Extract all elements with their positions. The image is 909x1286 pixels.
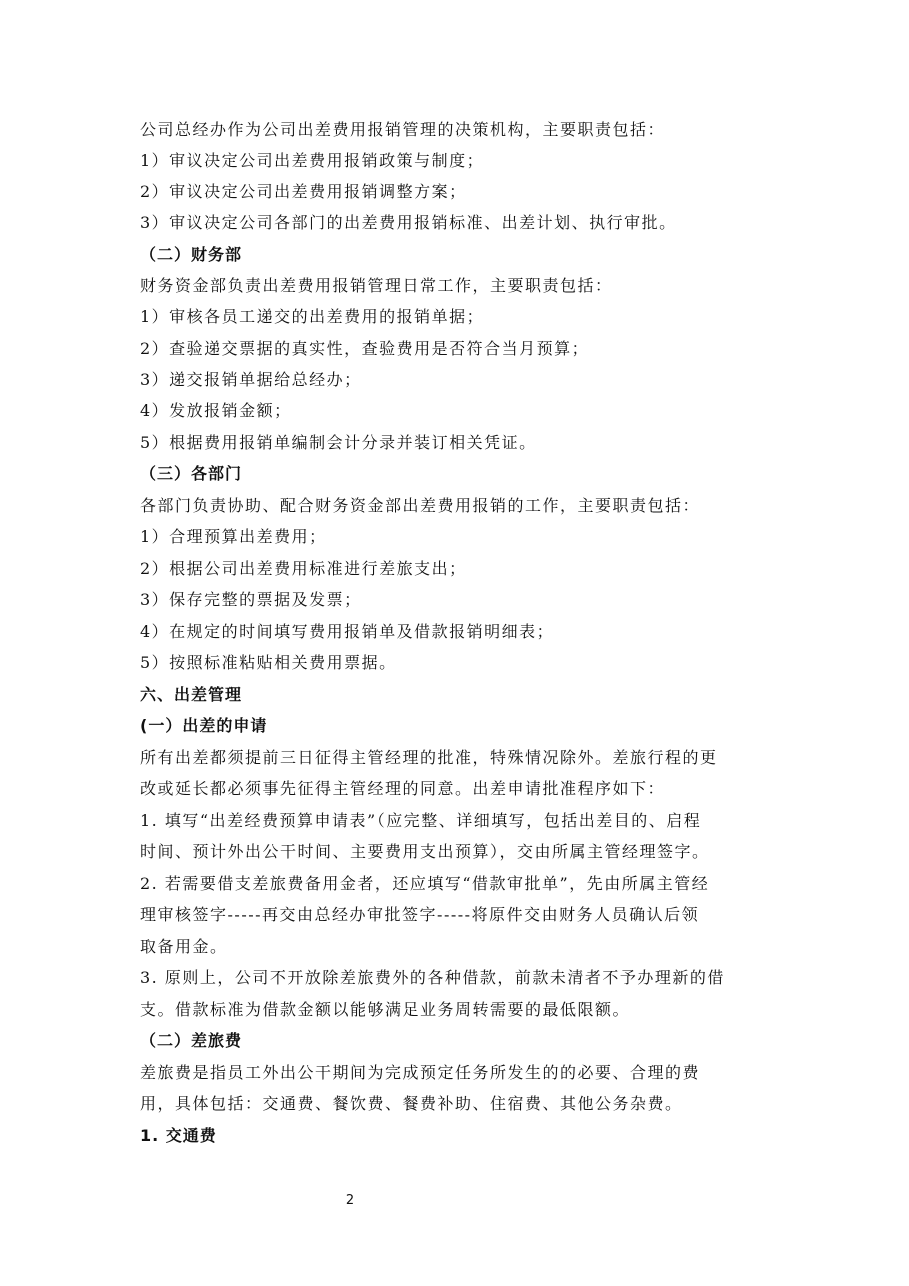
page-number: 2 <box>345 1193 355 1208</box>
chapter-heading: 六、出差管理 <box>140 685 243 704</box>
paragraph-line: 所有出差都须提前三日征得主管经理的批准，特殊情况除外。差旅行程的更 <box>140 748 718 767</box>
list-item: 1）审议决定公司出差费用报销政策与制度； <box>140 151 485 170</box>
paragraph-line: 各部门负责协助、配合财务资金部出差费用报销的工作，主要职责包括： <box>140 496 701 515</box>
list-item: 4）发放报销金额； <box>140 401 292 420</box>
list-item: 1）合理预算出差费用； <box>140 527 327 546</box>
list-item: 4）在规定的时间填写费用报销单及借款报销明细表； <box>140 622 555 641</box>
list-item: 3）保存完整的票据及发票； <box>140 590 362 609</box>
section-heading: （二）差旅费 <box>140 1031 243 1050</box>
list-item: 2）根据公司出差费用标准进行差旅支出； <box>140 559 467 578</box>
list-item: 5）根据费用报销单编制会计分录并装订相关凭证。 <box>140 433 537 452</box>
section-heading: （二）财务部 <box>140 245 243 264</box>
list-item: 2）审议决定公司出差费用报销调整方案； <box>140 182 467 201</box>
paragraph-line: 时间、预计外出公干时间、主要费用支出预算），交由所属主管经理签字。 <box>140 842 710 861</box>
paragraph-line: 财务资金部负责出差费用报销管理日常工作，主要职责包括： <box>140 276 613 295</box>
section-heading: （三）各部门 <box>140 464 243 483</box>
paragraph-line: 公司总经办作为公司出差费用报销管理的决策机构，主要职责包括： <box>140 120 666 139</box>
paragraph-line: 差旅费是指员工外出公干期间为完成预定任务所发生的的必要、合理的费 <box>140 1063 701 1082</box>
list-item: 5）按照标准粘贴相关费用票据。 <box>140 653 397 672</box>
paragraph-line: 取备用金。 <box>140 937 228 956</box>
paragraph-line: 支。借款标准为借款金额以能够满足业务周转需要的最低限额。 <box>140 1000 631 1019</box>
paragraph-line: 3. 原则上，公司不开放除差旅费外的各种借款，前款未清者不予办理新的借 <box>140 968 725 987</box>
paragraph-line: 改或延长都必须事先征得主管经理的同意。出差申请批准程序如下： <box>140 779 666 798</box>
list-item: 1）审核各员工递交的出差费用的报销单据； <box>140 307 485 326</box>
list-item: 3）审议决定公司各部门的出差费用报销标准、出差计划、执行审批。 <box>140 213 677 232</box>
paragraph-line: 理审核签字-----再交由总经办审批签字-----将原件交由财务人员确认后领 <box>140 905 700 924</box>
paragraph-line: 1. 填写“出差经费预算申请表”（应完整、详细填写，包括出差目的、启程 <box>140 811 702 830</box>
paragraph-line: 2. 若需要借支差旅费备用金者，还应填写“借款审批单”，先由所属主管经 <box>140 874 710 893</box>
list-item: 3）递交报销单据给总经办； <box>140 370 362 389</box>
subsection-heading: 1. 交通费 <box>140 1126 217 1145</box>
list-item: 2）查验递交票据的真实性，查验费用是否符合当月预算； <box>140 339 590 358</box>
section-heading: (一）出差的申请 <box>140 716 268 735</box>
paragraph-line: 用，具体包括：交通费、餐饮费、餐费补助、住宿费、其他公务杂费。 <box>140 1094 683 1113</box>
